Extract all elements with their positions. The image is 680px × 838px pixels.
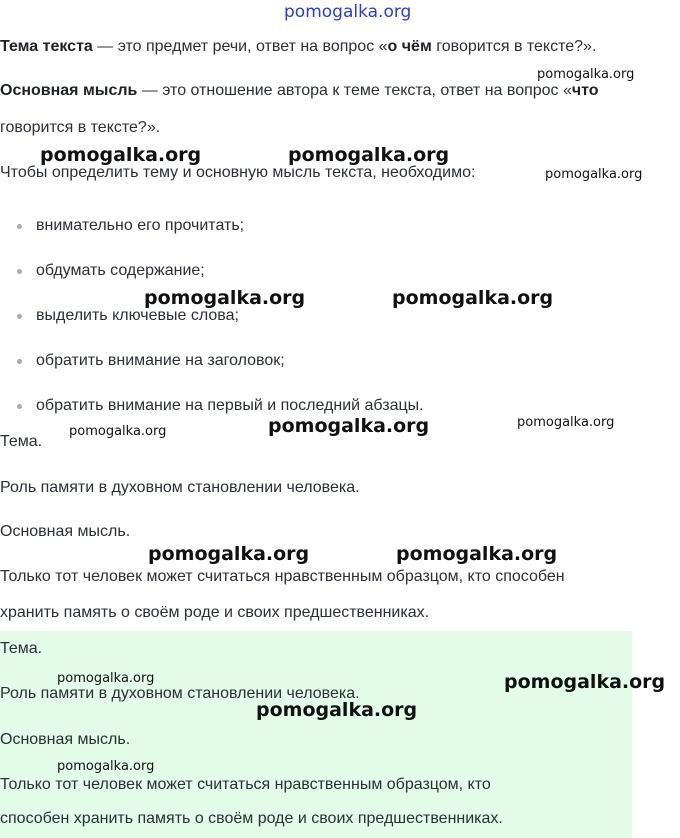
theme-emphasis: о чём (387, 38, 432, 55)
theme-term: Тема текста (0, 38, 93, 55)
main-idea-definition-line2: говорится в тексте?». (0, 119, 161, 136)
theme-definition (0, 37, 596, 57)
bullet-dot-icon (17, 224, 22, 229)
header-watermark: pomogalka.org (284, 2, 412, 22)
answer-theme-label: Тема. (0, 640, 43, 657)
watermark: pomogalka.org (69, 424, 167, 439)
watermark: pomogalka.org (57, 759, 155, 774)
example-theme-label: Тема. (0, 433, 43, 450)
theme-definition-part2: говорится в тексте?». (431, 38, 597, 55)
watermark: pomogalka.org (148, 543, 310, 565)
answer-idea-line1: Только тот человек может считаться нравственным образцом, кто (0, 776, 491, 793)
theme-definition-part1: — это предмет речи, ответ на вопрос « (92, 38, 388, 55)
watermark: pomogalka.org (256, 699, 418, 721)
main-idea-definition (0, 81, 599, 101)
watermark: pomogalka.org (504, 671, 666, 693)
watermark: pomogalka.org (545, 167, 643, 182)
main-idea-emphasis: что (571, 82, 599, 99)
watermark: pomogalka.org (268, 415, 430, 437)
watermark: pomogalka.org (40, 144, 202, 166)
watermark: pomogalka.org (288, 144, 450, 166)
bullet-dot-icon (17, 314, 22, 319)
watermark: pomogalka.org (396, 543, 558, 565)
list-item: выделить ключевые слова; (36, 307, 239, 324)
answer-idea-line2: способен хранить память о своём роде и своих предшественниках. (0, 810, 503, 827)
watermark: pomogalka.org (57, 671, 155, 686)
example-theme-text: Роль памяти в духовном становлении человека. (0, 479, 360, 496)
example-idea-label: Основная мысль. (0, 523, 131, 540)
answer-theme-text: Роль памяти в духовном становлении человека. (0, 685, 360, 702)
main-idea-term: Основная мысль (0, 82, 138, 99)
bullet-dot-icon (17, 359, 22, 364)
bullet-dot-icon (17, 269, 22, 274)
watermark: pomogalka.org (517, 415, 615, 430)
watermark: pomogalka.org (392, 287, 554, 309)
steps-intro: Чтобы определить тему и основную мысль текста, необходимо: (0, 164, 476, 181)
bullet-dot-icon (17, 404, 22, 409)
main-idea-definition-part1: — это отношение автора к теме текста, ответ на вопрос « (137, 82, 572, 99)
example-idea-line1: Только тот человек может считаться нравственным образцом, кто способен (0, 568, 565, 585)
watermark: pomogalka.org (144, 287, 306, 309)
watermark: pomogalka.org (537, 67, 635, 82)
answer-idea-label: Основная мысль. (0, 731, 131, 748)
list-item: внимательно его прочитать; (36, 217, 245, 234)
list-item: обдумать содержание; (36, 262, 205, 279)
list-item: обратить внимание на заголовок; (36, 352, 285, 369)
list-item: обратить внимание на первый и последний абзацы. (36, 397, 424, 414)
example-idea-line2: хранить память о своём роде и своих предшественниках. (0, 604, 430, 621)
